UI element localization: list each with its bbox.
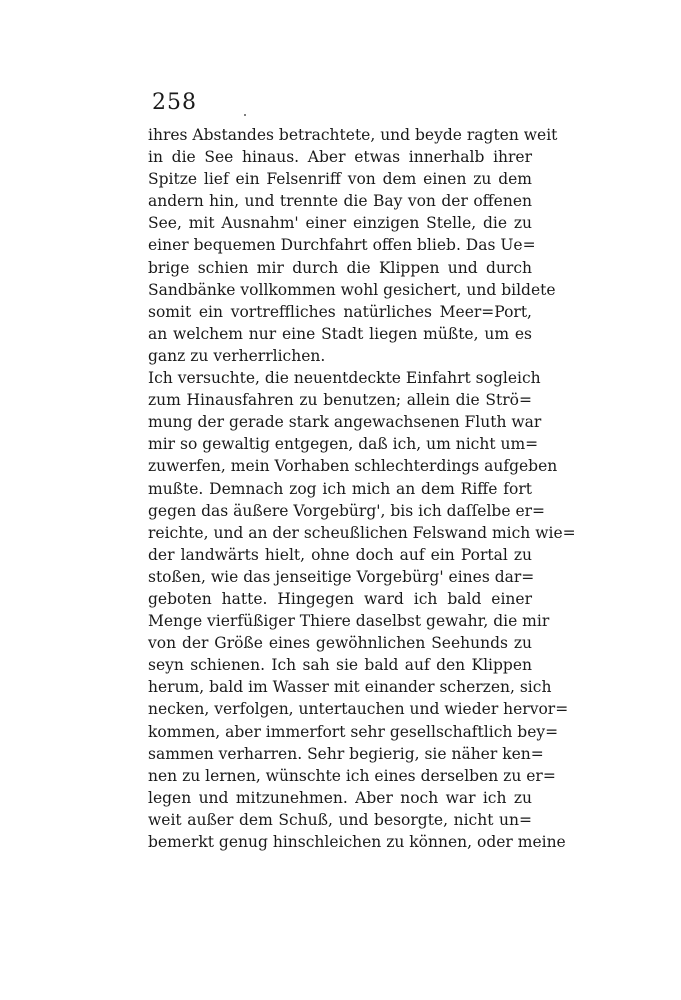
- text-line: von der Größe eines gewöhnlichen Seehunds zu: [148, 634, 532, 653]
- text-line: an welchem nur eine Stadt liegen müßte, um es: [148, 324, 532, 343]
- text-line: weit außer dem Schuß, und besorgte, nicht un=: [148, 810, 532, 829]
- text-line: herum, bald im Wasser mit einander scherzen, sich: [148, 678, 552, 697]
- print-speck: [244, 114, 246, 116]
- text-line: brige schien mir durch die Klippen und durch: [148, 258, 532, 277]
- text-line: seyn schienen. Ich sah sie bald auf den Klippen: [148, 656, 532, 675]
- text-line: einer bequemen Durchfahrt offen blieb. Das Ue=: [148, 236, 536, 255]
- body-text: [148, 124, 576, 853]
- text-line: kommen, aber immerfort sehr gesellschaftlich bey=: [148, 722, 559, 741]
- text-line: geboten hatte. Hingegen ward ich bald einer: [148, 589, 532, 608]
- text-line: nen zu lernen, wünschte ich eines derselben zu er=: [148, 766, 556, 785]
- text-line: reichte, und an der scheußlichen Felswand mich wie=: [148, 523, 576, 542]
- text-line: zum Hinausfahren zu benutzen; allein die Strö=: [148, 391, 532, 410]
- text-line: ihres Abstandes betrachtete, und beyde ragten weit: [148, 126, 558, 144]
- text-line: legen und mitzunehmen. Aber noch war ich zu: [148, 788, 532, 807]
- text-line: mir so gewaltig entgegen, daß ich, um nicht um=: [148, 435, 539, 454]
- text-line: Ich versuchte, die neuentdeckte Einfahrt sogleich: [148, 369, 541, 388]
- text-line: necken, verfolgen, untertauchen und wieder hervor=: [148, 700, 569, 719]
- text-line: gegen das äußere Vorgebürg', bis ich daſſelbe er=: [148, 501, 546, 520]
- text-line: der landwärts hielt, ohne doch auf ein Portal zu: [148, 545, 532, 564]
- text-line: stoßen, wie das jenseitige Vorgebürg' eines dar=: [148, 567, 535, 586]
- text-line: Sandbänke vollkommen wohl gesichert, und bildete: [148, 280, 556, 299]
- text-line: ganz zu verherrlichen.: [148, 346, 326, 365]
- text-line: zuwerfen, mein Vorhaben schlechterdings aufgeben: [148, 457, 558, 476]
- text-line: somit ein vortreffliches natürliches Meer=Port,: [148, 302, 532, 321]
- text-line: sammen verharren. Sehr begierig, sie näher ken=: [148, 744, 544, 763]
- text-line: mung der gerade stark angewachsenen Fluth war: [148, 413, 542, 432]
- text-line: See, mit Ausnahm' einer einzigen Stelle, die zu: [148, 214, 532, 233]
- page-number: 258: [152, 90, 197, 115]
- text-line: mußte. Demnach zog ich mich an dem Riffe fort: [148, 479, 532, 498]
- text-line: Spitze lief ein Felsenriff von dem einen zu dem: [148, 170, 532, 189]
- text-line: bemerkt genug hinschleichen zu können, oder meine: [148, 833, 566, 851]
- text-line: Menge vierfüßiger Thiere daselbst gewahr, die mir: [148, 612, 550, 631]
- text-line: andern hin, und trennte die Bay von der offenen: [148, 192, 532, 211]
- text-line: in die See hinaus. Aber etwas innerhalb ihrer: [148, 148, 532, 167]
